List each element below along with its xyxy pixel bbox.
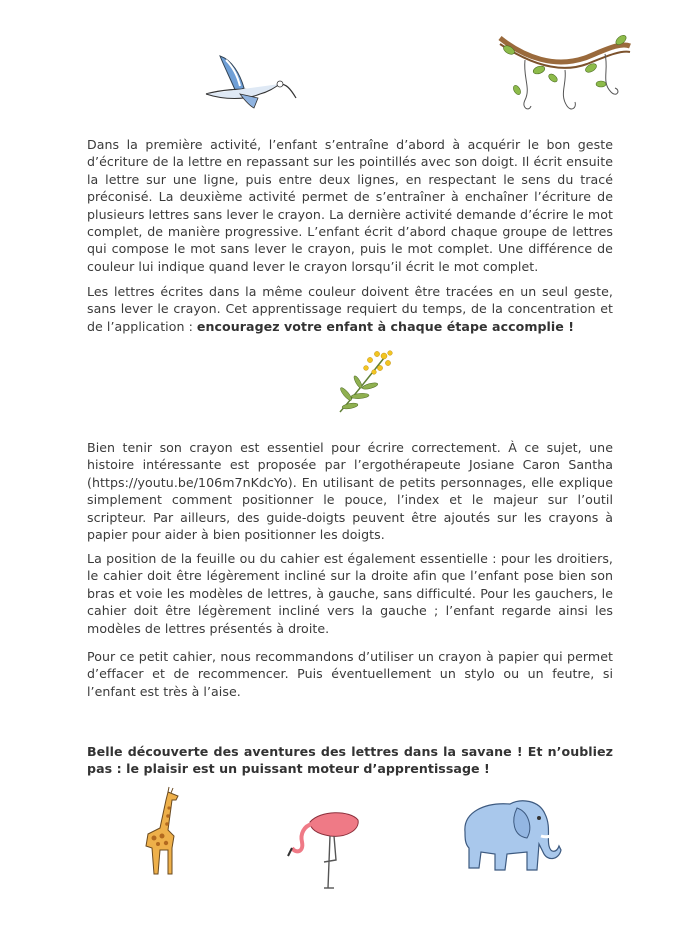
paragraph-paper-position: La position de la feuille ou du cahier est également essentielle : pour les droitiers, le cahier doit être légèrement incliné sur la droite afin que l’enfant pose bien son bras et voie les modèles de lettres, à gauche, sans difficulté. Pour les gauchers, le cahier doit être légèrement incliné vers la gauche ; l’enfant regarde ainsi les modèles de lettres présentés à droite.: [87, 551, 613, 636]
giraffe-illustration: [138, 786, 188, 878]
paragraph-activities: Dans la première activité, l’enfant s’entraîne d’abord à acquérir le bon geste d’écriture de la lettre en repassant sur les pointillés avec son doigt. Il écrit ensuite la lettre sur une ligne, puis entre deux lignes, en respectant le sens du tracé préconisé. La deuxième activité permet de s’entraîner à enchaîner l’écriture de plusieurs lettres sans lever le crayon. La dernière activité demande d’écrire le mot complet, de manière progressive. L’enfant écrit d’abord chaque groupe de lettres qui compose le mot sans lever le crayon, puis le mot complet. Une différence de couleur lui indique quand lever le crayon lorsqu’il écrit le mot complet.: [87, 137, 613, 274]
paragraph-colors-text: Les lettres écrites dans la même couleur doivent être tracées en un seul geste, sans lever le crayon. Cet apprentissage requiert du temps, de la concentration et de l’application :: [87, 284, 613, 334]
paragraph-pencil-grip: Bien tenir son crayon est essentiel pour écrire correctement. À ce sujet, une histoire intéressante est proposée par l’ergothérapeute Josiane Caron Santha (https://youtu.be/106m7nKdcYo). En utilisant de petits personnages, elle explique simplement comment positionner le pouce, l’index et le majeur sur l’outil scripteur. Par ailleurs, des guide-doigts peuvent être ajoutés sur les crayons à papier pour aider à bien positionner les doigts.: [87, 440, 613, 543]
paragraph-colors: [87, 283, 613, 335]
jungle-vine-illustration: [495, 28, 635, 118]
elephant-illustration: [455, 792, 565, 874]
paragraph-colors-emphasis: encouragez votre enfant à chaque étape accomplie !: [196, 318, 575, 334]
ibis-bird-illustration: [200, 48, 305, 110]
closing-message: Belle découverte des aventures des lettres dans la savane ! Et n’oubliez pas : le plaisir est un puissant moteur d’apprentissage !: [87, 744, 613, 777]
flamingo-illustration: [280, 800, 365, 892]
mimosa-sprig-illustration: [330, 348, 395, 418]
paragraph-recommendation: Pour ce petit cahier, nous recommandons d’utiliser un crayon à papier qui permet d’effacer et de recommencer. Puis éventuellement un stylo ou un feutre, si l’enfant est très à l’aise.: [87, 649, 613, 699]
